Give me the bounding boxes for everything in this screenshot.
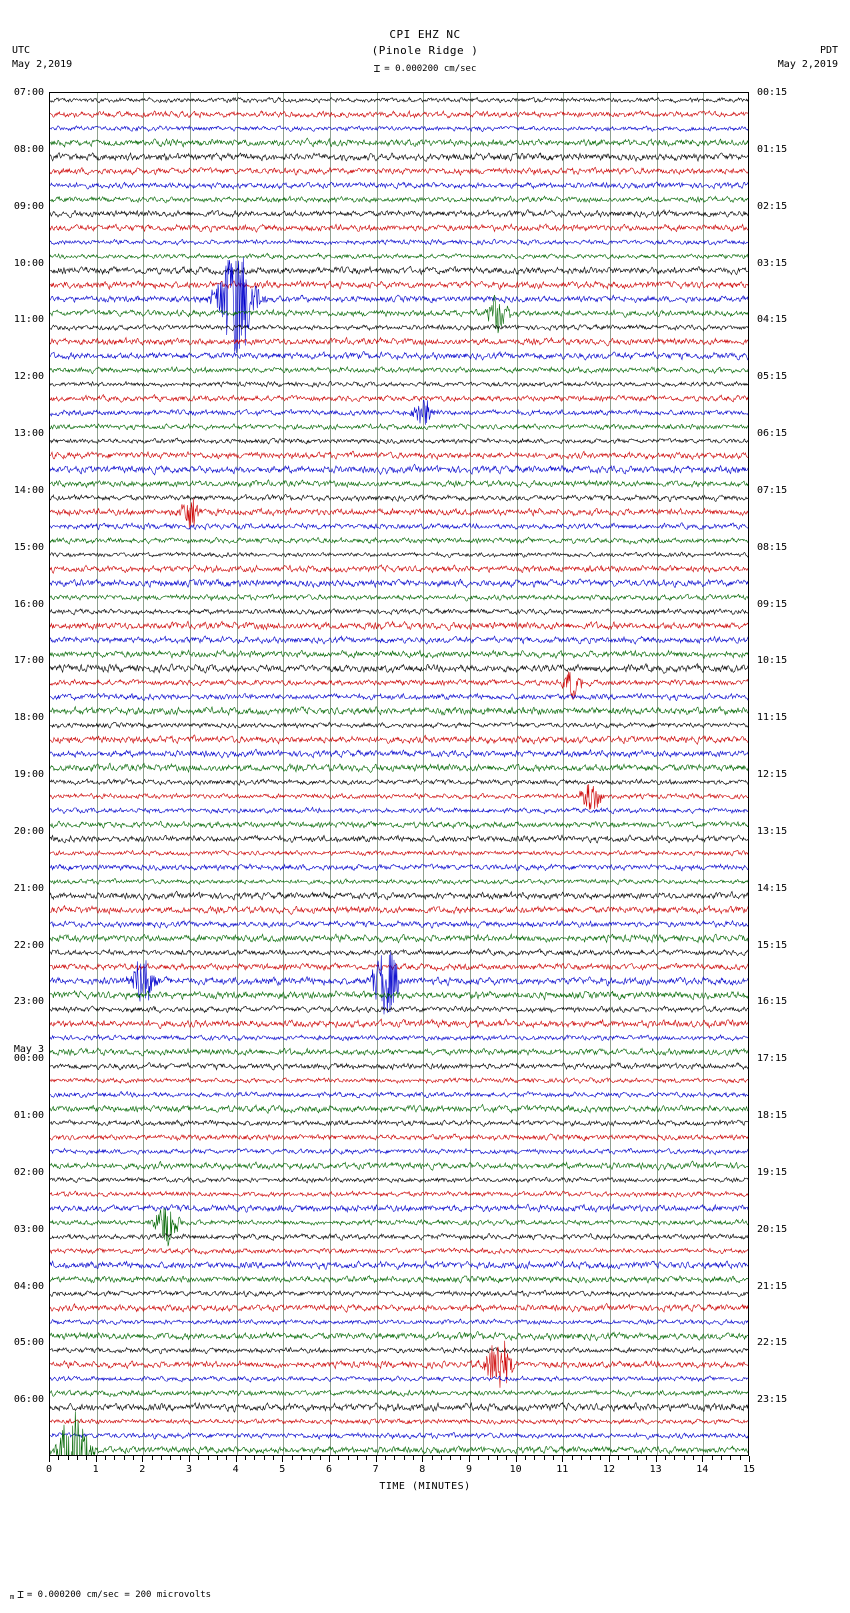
right-time-label: 10:15	[757, 655, 788, 667]
x-tick-minor	[152, 1456, 153, 1460]
trace-line	[50, 210, 748, 218]
trace-line	[50, 1341, 748, 1388]
x-tick-minor	[674, 1456, 675, 1460]
trace-line	[50, 438, 748, 444]
x-tick-minor	[693, 1456, 694, 1460]
trace-line	[50, 266, 748, 274]
trace-line	[50, 594, 748, 601]
trace-line	[50, 1303, 748, 1312]
right-time-label: 04:15	[757, 314, 788, 326]
left-time-label: 23:00	[13, 996, 44, 1008]
trace-line	[50, 693, 748, 700]
x-tick-minor	[114, 1456, 115, 1460]
trace-line	[50, 636, 748, 644]
x-tick-major	[656, 1456, 657, 1462]
trace-line	[50, 1376, 748, 1382]
trace-line	[50, 934, 748, 943]
trace-line	[50, 224, 748, 232]
x-tick-minor	[544, 1456, 545, 1460]
left-time-label: 08:00	[13, 143, 44, 155]
trace-line	[50, 182, 748, 189]
trace-line	[50, 523, 748, 530]
trace-line	[50, 281, 748, 290]
right-time-label: 16:15	[757, 996, 788, 1008]
right-time-label: 22:15	[757, 1337, 788, 1349]
x-tick-label: 12	[602, 1464, 616, 1475]
trace-line	[50, 879, 748, 885]
x-tick-major	[236, 1456, 237, 1462]
x-tick-minor	[730, 1456, 731, 1460]
trace-line	[50, 1332, 748, 1341]
trace-line	[50, 153, 748, 162]
x-tick-major	[422, 1456, 423, 1462]
trace-line	[50, 167, 748, 175]
x-tick-minor	[264, 1456, 265, 1460]
x-tick-minor	[618, 1456, 619, 1460]
x-tick-minor	[208, 1456, 209, 1460]
left-time-label: 02:00	[13, 1166, 44, 1178]
trace-line	[50, 451, 748, 459]
scale-legend	[0, 62, 850, 75]
trace-line	[50, 1078, 748, 1084]
trace-line	[50, 464, 748, 475]
x-tick-label: 0	[45, 1464, 53, 1475]
right-time-label: 07:15	[757, 484, 788, 496]
right-time-label: 13:15	[757, 825, 788, 837]
left-time-label: 22:00	[13, 939, 44, 951]
x-tick-major	[749, 1456, 750, 1462]
right-time-axis	[753, 87, 843, 1456]
trace-line	[50, 1233, 748, 1240]
footer-scale-note	[10, 1588, 211, 1601]
x-tick-minor	[441, 1456, 442, 1460]
right-time-label: 15:15	[757, 939, 788, 951]
x-tick-minor	[77, 1456, 78, 1460]
utc-zone: UTC	[12, 45, 31, 56]
left-time-label: 15:00	[13, 541, 44, 553]
x-tick-minor	[740, 1456, 741, 1460]
trace-line	[50, 1161, 748, 1170]
right-time-label: 05:15	[757, 371, 788, 383]
trace-line	[50, 1104, 748, 1113]
trace-line	[50, 196, 748, 203]
left-time-label: 00:00	[13, 1053, 44, 1065]
left-time-label: 20:00	[13, 825, 44, 837]
trace-line	[50, 552, 748, 558]
x-tick-minor	[180, 1456, 181, 1460]
left-time-axis	[0, 87, 46, 1456]
right-time-label: 19:15	[757, 1166, 788, 1178]
trace-line	[50, 138, 748, 147]
pdt-date: May 2,2019	[777, 59, 838, 70]
x-tick-minor	[292, 1456, 293, 1460]
x-tick-minor	[572, 1456, 573, 1460]
trace-line	[50, 494, 748, 501]
x-tick-minor	[450, 1456, 451, 1460]
trace-line	[50, 621, 748, 630]
trace-line	[50, 381, 748, 387]
x-tick-minor	[273, 1456, 274, 1460]
trace-line	[50, 779, 748, 786]
x-tick-minor	[357, 1456, 358, 1460]
helicorder-plot	[49, 92, 749, 1456]
trace-line	[50, 891, 748, 900]
trace-line	[50, 1204, 748, 1212]
trace-line	[50, 707, 748, 715]
x-tick-major	[96, 1456, 97, 1462]
x-tick-major	[562, 1456, 563, 1462]
trace-line	[50, 1035, 748, 1041]
trace-line	[50, 905, 748, 914]
x-tick-label: 15	[742, 1464, 756, 1475]
left-time-label: 01:00	[13, 1110, 44, 1121]
left-time-label: 19:00	[13, 769, 44, 780]
trace-line	[50, 579, 748, 587]
trace-line	[50, 1120, 748, 1126]
trace-line	[50, 239, 748, 245]
trace-line	[50, 97, 748, 102]
left-time-label: 04:00	[13, 1280, 44, 1292]
trace-line	[50, 1276, 748, 1284]
left-time-label: 21:00	[13, 882, 44, 894]
trace-line	[50, 921, 748, 929]
x-tick-label: 9	[465, 1464, 473, 1475]
trace-line	[50, 963, 748, 971]
x-tick-major	[609, 1456, 610, 1462]
trace-line	[50, 991, 748, 1000]
x-tick-label: 2	[139, 1464, 146, 1475]
x-tick-minor	[637, 1456, 638, 1460]
trace-line	[50, 337, 748, 346]
x-tick-minor	[506, 1456, 507, 1460]
trace-line	[50, 498, 748, 528]
x-tick-label: 3	[185, 1464, 193, 1475]
x-tick-minor	[394, 1456, 395, 1460]
trace-line	[50, 784, 748, 810]
trace-line	[50, 850, 748, 856]
trace-line	[50, 324, 748, 330]
left-time-label: 18:00	[13, 712, 44, 724]
x-tick-minor	[525, 1456, 526, 1460]
trace-line	[50, 1432, 748, 1439]
x-tick-minor	[534, 1456, 535, 1460]
right-time-label: 06:15	[757, 428, 788, 439]
left-time-label: 07:00	[13, 87, 44, 98]
x-tick-minor	[254, 1456, 255, 1460]
x-tick-label: 5	[279, 1464, 286, 1475]
seismogram-traces	[50, 93, 748, 1455]
left-time-label: 05:00	[13, 1337, 44, 1349]
x-tick-minor	[488, 1456, 489, 1460]
trace-line	[50, 1063, 748, 1071]
utc-corner-label	[12, 44, 72, 72]
trace-line	[50, 1319, 748, 1325]
trace-line	[50, 1177, 748, 1183]
left-time-label: 14:00	[13, 484, 44, 496]
right-time-label: 17:15	[757, 1053, 788, 1065]
trace-line	[50, 1092, 748, 1098]
trace-line	[50, 1290, 748, 1297]
scale-bar-icon: ⌶	[373, 62, 381, 75]
x-tick-label: 13	[649, 1464, 662, 1475]
trace-line	[50, 672, 748, 700]
x-tick-minor	[432, 1456, 433, 1460]
x-tick-major	[142, 1456, 143, 1462]
right-time-label: 21:15	[757, 1280, 788, 1292]
footer-scale-icon: ⌶	[17, 1588, 24, 1601]
trace-line	[50, 395, 748, 403]
x-tick-major	[282, 1456, 283, 1462]
trace-line	[50, 537, 748, 544]
x-tick-minor	[721, 1456, 722, 1460]
left-time-label: 10:00	[13, 257, 44, 269]
pdt-corner-label	[778, 44, 838, 72]
x-tick-minor	[665, 1456, 666, 1460]
x-tick-minor	[86, 1456, 87, 1460]
x-axis-ticks	[45, 1456, 756, 1475]
x-tick-label: 4	[232, 1464, 239, 1475]
x-tick-major	[376, 1456, 377, 1462]
chart-station-title: CPI EHZ NC	[389, 28, 461, 41]
left-time-label: 13:00	[13, 428, 44, 439]
trace-line	[50, 650, 748, 658]
x-tick-minor	[161, 1456, 162, 1460]
x-tick-minor	[684, 1456, 685, 1460]
pdt-zone: PDT	[819, 45, 838, 56]
left-time-label: 11:00	[13, 314, 44, 326]
x-tick-minor	[628, 1456, 629, 1460]
x-tick-minor	[198, 1456, 199, 1460]
x-tick-label: 8	[419, 1464, 426, 1475]
x-tick-minor	[590, 1456, 591, 1460]
trace-line	[50, 835, 748, 843]
x-tick-minor	[320, 1456, 321, 1460]
footer-scale-text: = 0.000200 cm/sec = 200 microvolts	[26, 1590, 212, 1600]
right-time-label: 11:15	[757, 712, 788, 724]
trace-line	[50, 565, 748, 573]
x-axis-title: TIME (MINUTES)	[379, 1481, 471, 1492]
footer-prefix: m	[10, 1593, 15, 1601]
x-tick-label: 1	[92, 1464, 99, 1475]
trace-line	[50, 1134, 748, 1141]
left-time-label: 06:00	[13, 1394, 44, 1406]
x-tick-minor	[553, 1456, 554, 1460]
x-tick-minor	[245, 1456, 246, 1460]
right-time-label: 00:15	[757, 87, 788, 98]
left-time-label: 17:00	[13, 655, 44, 667]
trace-line	[50, 1248, 748, 1254]
right-time-label: 01:15	[757, 143, 788, 155]
x-tick-minor	[226, 1456, 227, 1460]
x-tick-major	[702, 1456, 703, 1462]
x-tick-minor	[68, 1456, 69, 1460]
trace-line	[50, 763, 748, 772]
left-time-label: 03:00	[13, 1223, 44, 1235]
x-tick-label: 11	[556, 1464, 569, 1475]
trace-line	[50, 253, 748, 259]
trace-line	[50, 1191, 748, 1197]
right-time-label: 14:15	[757, 882, 788, 894]
trace-line	[50, 126, 748, 132]
trace-line	[50, 807, 748, 813]
trace-line	[50, 367, 748, 374]
x-tick-label: 10	[509, 1464, 522, 1475]
scale-legend-text: = 0.000200 cm/sec	[384, 64, 477, 74]
trace-line	[50, 1208, 748, 1246]
trace-line	[50, 864, 748, 871]
left-time-label: May 3	[13, 1044, 44, 1056]
x-tick-minor	[404, 1456, 405, 1460]
x-tick-minor	[338, 1456, 339, 1460]
x-tick-major	[516, 1456, 517, 1462]
x-tick-minor	[217, 1456, 218, 1460]
x-tick-minor	[600, 1456, 601, 1460]
trace-line	[50, 749, 748, 758]
trace-line	[50, 1261, 748, 1270]
trace-line	[50, 480, 748, 488]
x-tick-label: 14	[696, 1464, 709, 1475]
right-time-label: 02:15	[757, 200, 788, 212]
right-time-label: 03:15	[757, 257, 788, 269]
x-tick-minor	[460, 1456, 461, 1460]
right-time-label: 20:15	[757, 1223, 788, 1235]
x-tick-major	[49, 1456, 50, 1462]
trace-line	[50, 1347, 748, 1354]
left-time-label: 09:00	[13, 200, 44, 212]
right-time-label: 23:15	[757, 1394, 788, 1406]
trace-line	[50, 1148, 748, 1154]
right-time-label: 09:15	[757, 598, 788, 610]
x-tick-label: 6	[325, 1464, 333, 1475]
trace-line	[50, 664, 748, 674]
x-tick-major	[469, 1456, 470, 1462]
trace-line	[50, 1403, 748, 1413]
x-tick-minor	[366, 1456, 367, 1460]
trace-line	[50, 735, 748, 744]
trace-line	[50, 722, 748, 728]
trace-line	[50, 1048, 748, 1056]
chart-site-title: (Pinole Ridge )	[371, 44, 479, 57]
right-time-label: 18:15	[757, 1110, 788, 1121]
trace-line	[50, 1019, 748, 1029]
trace-line	[50, 111, 748, 118]
trace-line	[50, 351, 748, 360]
right-time-label: 08:15	[757, 541, 788, 553]
x-tick-minor	[310, 1456, 311, 1460]
x-tick-minor	[385, 1456, 386, 1460]
x-tick-minor	[124, 1456, 125, 1460]
trace-line	[50, 821, 748, 828]
x-tick-minor	[170, 1456, 171, 1460]
x-tick-minor	[58, 1456, 59, 1460]
left-time-label: 16:00	[13, 598, 44, 610]
x-tick-major	[189, 1456, 190, 1462]
x-tick-minor	[478, 1456, 479, 1460]
trace-line	[50, 424, 748, 430]
x-tick-minor	[646, 1456, 647, 1460]
x-tick-minor	[497, 1456, 498, 1460]
x-tick-label: 7	[372, 1464, 379, 1475]
trace-line	[50, 949, 748, 956]
trace-line	[50, 952, 748, 1015]
trace-line	[50, 400, 748, 424]
x-tick-minor	[348, 1456, 349, 1460]
trace-line	[50, 609, 748, 615]
x-tick-minor	[301, 1456, 302, 1460]
trace-line	[50, 1419, 748, 1425]
x-tick-minor	[581, 1456, 582, 1460]
trace-line	[50, 1390, 748, 1397]
x-tick-minor	[105, 1456, 106, 1460]
x-tick-minor	[712, 1456, 713, 1460]
trace-line	[50, 1411, 748, 1455]
x-tick-minor	[413, 1456, 414, 1460]
left-time-label: 12:00	[13, 371, 44, 383]
x-tick-minor	[133, 1456, 134, 1460]
utc-date: May 2,2019	[12, 59, 73, 70]
right-time-label: 12:15	[757, 769, 788, 780]
x-tick-major	[329, 1456, 330, 1462]
trace-line	[50, 1006, 748, 1013]
